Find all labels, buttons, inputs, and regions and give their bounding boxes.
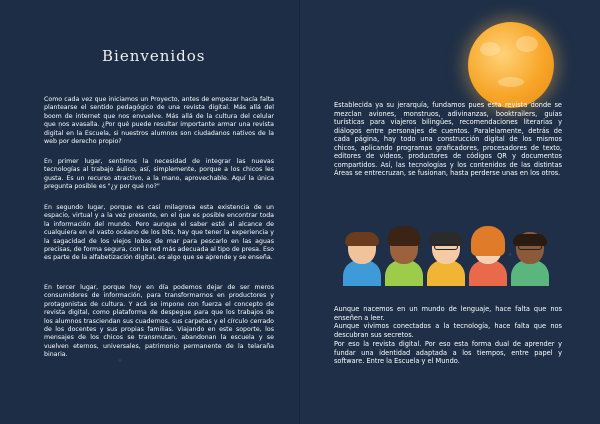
- paragraph-1: Como cada vez que iniciamos un Proyecto, antes de empezar hacía falta plantearse el sentido pedagógico de una revista digital. Más allá del boom de internet que nos envuelve. Más allá de la cultura del celular que nos avasalla. ¿Por qué puede resultar importante armar una revista digital en la Escuela, si nuestros alumnos son ciudadanos nativos de la web por derecho propio?: [44, 96, 274, 146]
- kid-glasses: [424, 212, 468, 286]
- moon-crater: [480, 42, 500, 56]
- page-title: Bienvenidos: [102, 47, 206, 65]
- kids-illustration: [340, 208, 560, 286]
- closing-line-2: Aunque vivimos conectados a la tecnología, hace falta que nos descubran sus secretos.: [334, 322, 562, 339]
- right-page: [300, 0, 600, 424]
- right-paragraph-1: Establecida ya su jerarquía, fundamos pues esta revista donde se mezclan aviones, monstruos, adivinanzas, booktrailers, guías turísticas para viajeros bilingües, recomendaciones literarias y diálogos entre personajes de cuentos. Paralelamente, detrás de cada página, hay todo una construcción digital de los mismos chicos, aplicando programas graficadores, procesadores de texto, editores de videos, productores de códigos QR y documentos compartidos. Así, las tecnologías y los contenidos de las distintas Áreas se entrecruzan, se fusionan, hasta perderse unas en los otros.: [334, 101, 562, 177]
- moon-icon: [468, 22, 554, 108]
- closing-line-1: Aunque nacemos en un mundo de lenguaje, hace falta que nos enseñen a leer.: [334, 305, 562, 322]
- paragraph-3: En segundo lugar, porque es casi milagrosa esta existencia de un espacio, virtual y a la vez presente, en el que es posible encontrar toda la información del mundo. Pero aunque el saber esté al alcance de cualquiera en el vasto océano de los bits, hay que tener la experiencia y la sagacidad de los viejos lobos de mar para pescarlo en las aguas precisas, de forma segura, con la red más adecuada al tipo de presa. Eso es parte de la alfabetización digital, es algo que se aprende y se enseña.: [44, 204, 274, 262]
- kid-glasses-dark: [508, 212, 552, 286]
- paragraph-4: En tercer lugar, porque hoy en día podemos dejar de ser meros consumidores de información, para transformarnos en productores y protagonistas de cultura. Y acá se impone con fuerza el concepto de revista digital, como plataforma de despegue para que los trabajos de los alumnos trasciendan sus cuadernos, sus carpetas y el círculo cerrado de los docentes y sus propias familias. Viajando en este soporte, los mensajes de los chicos se transmutan, abandonan la escuela y se vuelven eternos, universales, patrimonio permanente de la telaraña binaria.: [44, 284, 274, 359]
- kid-brown-hair: [340, 212, 384, 286]
- closing-line-3: Por eso la revista digital. Por eso esta forma dual de aprender y fundar una identidad adaptada a los tiempos, entre papel y software. Entre la Escuela y el Mundo.: [334, 340, 562, 365]
- paragraph-2: En primer lugar, sentimos la necesidad de integrar las nuevas tecnologías al trabajo áulico, así, simplemente, porque a los chicos les gusta. Es un recurso atractivo, a la mano, aprovechable. Aquí la única pregunta posible es "¿y por qué no?": [44, 158, 274, 191]
- moon-crater: [516, 36, 538, 52]
- kid-red-hair: [466, 212, 510, 286]
- moon-crater: [498, 77, 524, 87]
- kid-curly-dark: [382, 212, 426, 286]
